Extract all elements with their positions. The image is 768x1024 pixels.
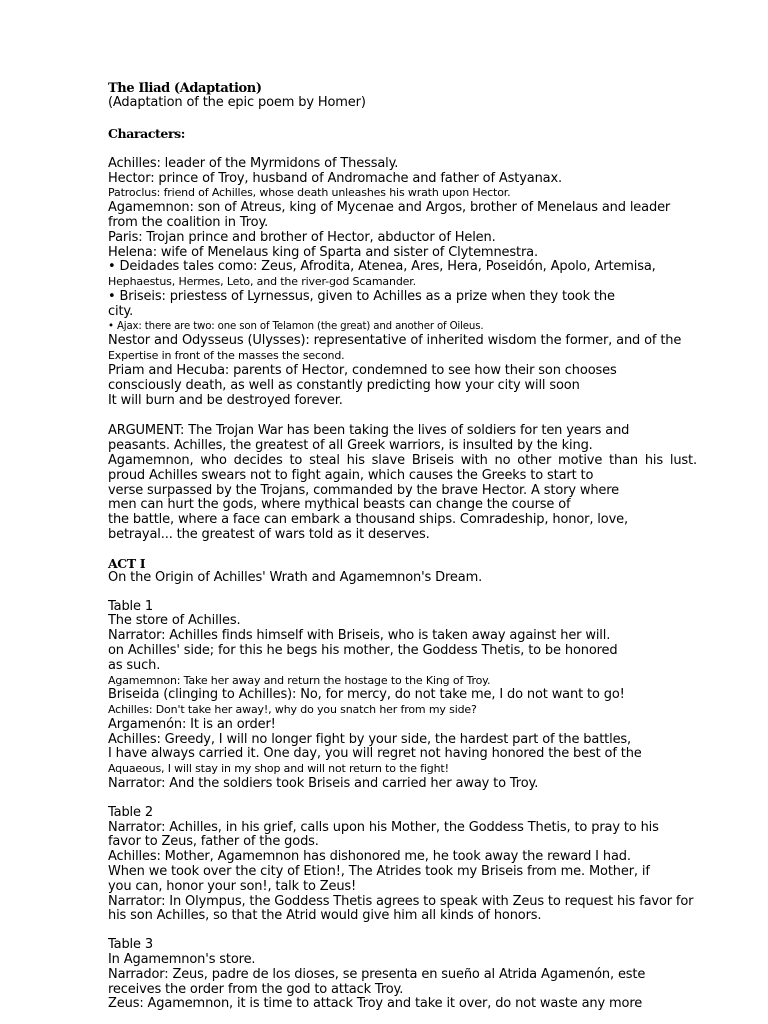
script-line: In Agamemnon's store. [108, 952, 256, 968]
script-line: Argamenón: It is an order! [108, 716, 276, 732]
character-line: • Briseis: priestess of Lyrnessus, given to Achilles as a prize when they took the [108, 288, 615, 304]
document-body [108, 82, 698, 1012]
character-line: from the coalition in Troy. [108, 214, 269, 230]
script-line: I have always carried it. One day, you will regret not having honored the best of the [108, 746, 642, 762]
table-1-section [108, 600, 698, 792]
characters-heading: Characters: [108, 125, 185, 141]
script-line: Agamemnon: Take her away and return the hostage to the King of Troy. [108, 673, 491, 687]
script-line: The store of Achilles. [108, 613, 241, 629]
character-line: Hephaestus, Hermes, Leto, and the river-god Scamander. [108, 275, 416, 289]
table-3-section [108, 938, 698, 1012]
script-line: you can, honor your son!, talk to Zeus! [108, 878, 357, 894]
script-line: Briseida (clinging to Achilles): No, for mercy, do not take me, I do not want to go! [108, 687, 625, 703]
act-subtitle: On the Origin of Achilles' Wrath and Agamemnon's Dream. [108, 569, 483, 585]
script-line: as such. [108, 657, 161, 673]
argument-line: ARGUMENT: The Trojan War has been taking the lives of soldiers for ten years and [108, 423, 630, 439]
script-line: Aquaeous, I will stay in my shop and will not return to the fight! [108, 762, 449, 776]
character-line: Agamemnon: son of Atreus, king of Mycenae and Argos, brother of Menelaus and leader [108, 200, 671, 216]
character-line: • Deidades tales como: Zeus, Afrodita, Atenea, Ares, Hera, Poseidón, Apolo, Artemisa, [108, 259, 656, 275]
argument-line: the battle, where a face can embark a thousand ships. Comradeship, honor, love, [108, 512, 628, 528]
section-heading: Table 2 [108, 804, 153, 820]
section-heading: Table 3 [108, 937, 153, 953]
script-line: Narrator: Achilles, in his grief, calls upon his Mother, the Goddess Thetis, to pray to his [108, 819, 659, 835]
script-line: on Achilles' side; for this he begs his mother, the Goddess Thetis, to be honored [108, 642, 618, 658]
characters-list [108, 157, 698, 409]
character-line: It will burn and be destroyed forever. [108, 392, 343, 408]
script-line: Narrator: Achilles finds himself with Briseis, who is taken away against her will. [108, 628, 611, 644]
character-line: Paris: Trojan prince and brother of Hector, abductor of Helen. [108, 229, 496, 245]
character-line: Patroclus: friend of Achilles, whose death unleashes his wrath upon Hector. [108, 186, 511, 200]
act-heading: ACT I [108, 555, 146, 571]
script-line: Achilles: Don't take her away!, why do you snatch her from my side? [108, 703, 477, 717]
argument-line: men can hurt the gods, where mythical beasts can change the course of [108, 497, 571, 513]
script-line: Narrador: Zeus, padre de los dioses, se presenta en sueño al Atrida Agamenón, este [108, 966, 646, 982]
character-line: Helena: wife of Menelaus king of Sparta and sister of Clytemnestra. [108, 244, 538, 260]
character-line: Priam and Hecuba: parents of Hector, condemned to see how their son chooses [108, 362, 617, 378]
character-line: consciously death, as well as constantly predicting how your city will soon [108, 377, 580, 393]
document-title: The Iliad (Adaptation) [108, 81, 262, 96]
script-line: Narrator: In Olympus, the Goddess Thetis agrees to speak with Zeus to request his favor for [108, 893, 694, 909]
script-line: Achilles: Mother, Agamemnon has dishonored me, he took away the reward I had. [108, 849, 631, 865]
argument-line: peasants. Achilles, the greatest of all Greek warriors, is insulted by the king. [108, 438, 593, 454]
character-line: Achilles: leader of the Myrmidons of Thessaly. [108, 155, 399, 171]
section-heading: Table 1 [108, 598, 153, 614]
script-line: favor to Zeus, father of the gods. [108, 834, 319, 850]
argument-line: proud Achilles swears not to fight again, which causes the Greeks to start to [108, 467, 594, 483]
script-line: receives the order from the god to attack Troy. [108, 981, 404, 997]
character-line: city. [108, 303, 134, 319]
argument-line: Agamemnon, who decides to steal his slave Briseis with no other motive than his lust. [108, 452, 697, 468]
script-line: Zeus: Agamemnon, it is time to attack Troy and take it over, do not waste any more [108, 996, 643, 1012]
script-line: Achilles: Greedy, I will no longer fight by your side, the hardest part of the battles, [108, 731, 632, 747]
character-line: Nestor and Odysseus (Ulysses): representative of inherited wisdom the former, and of the [108, 333, 682, 349]
script-line: Narrator: And the soldiers took Briseis and carried her away to Troy. [108, 776, 539, 792]
script-line: his son Achilles, so that the Atrid would give him all kinds of honors. [108, 908, 542, 924]
document-subtitle: (Adaptation of the epic poem by Homer) [108, 95, 366, 110]
character-line: Expertise in front of the masses the second. [108, 349, 345, 363]
character-line: Hector: prince of Troy, husband of Andromache and father of Astyanax. [108, 170, 563, 186]
argument-line: betrayal... the greatest of wars told as it deserves. [108, 526, 430, 542]
argument-paragraph [108, 424, 698, 542]
argument-line: verse surpassed by the Trojans, commanded by the brave Hector. A story where [108, 482, 620, 498]
character-line: • Ajax: there are two: one son of Telamon (the great) and another of Oileus. [108, 320, 484, 332]
script-line: When we took over the city of Etion!, The Atrides took my Briseis from me. Mother, if [108, 864, 650, 880]
table-2-section [108, 806, 698, 924]
